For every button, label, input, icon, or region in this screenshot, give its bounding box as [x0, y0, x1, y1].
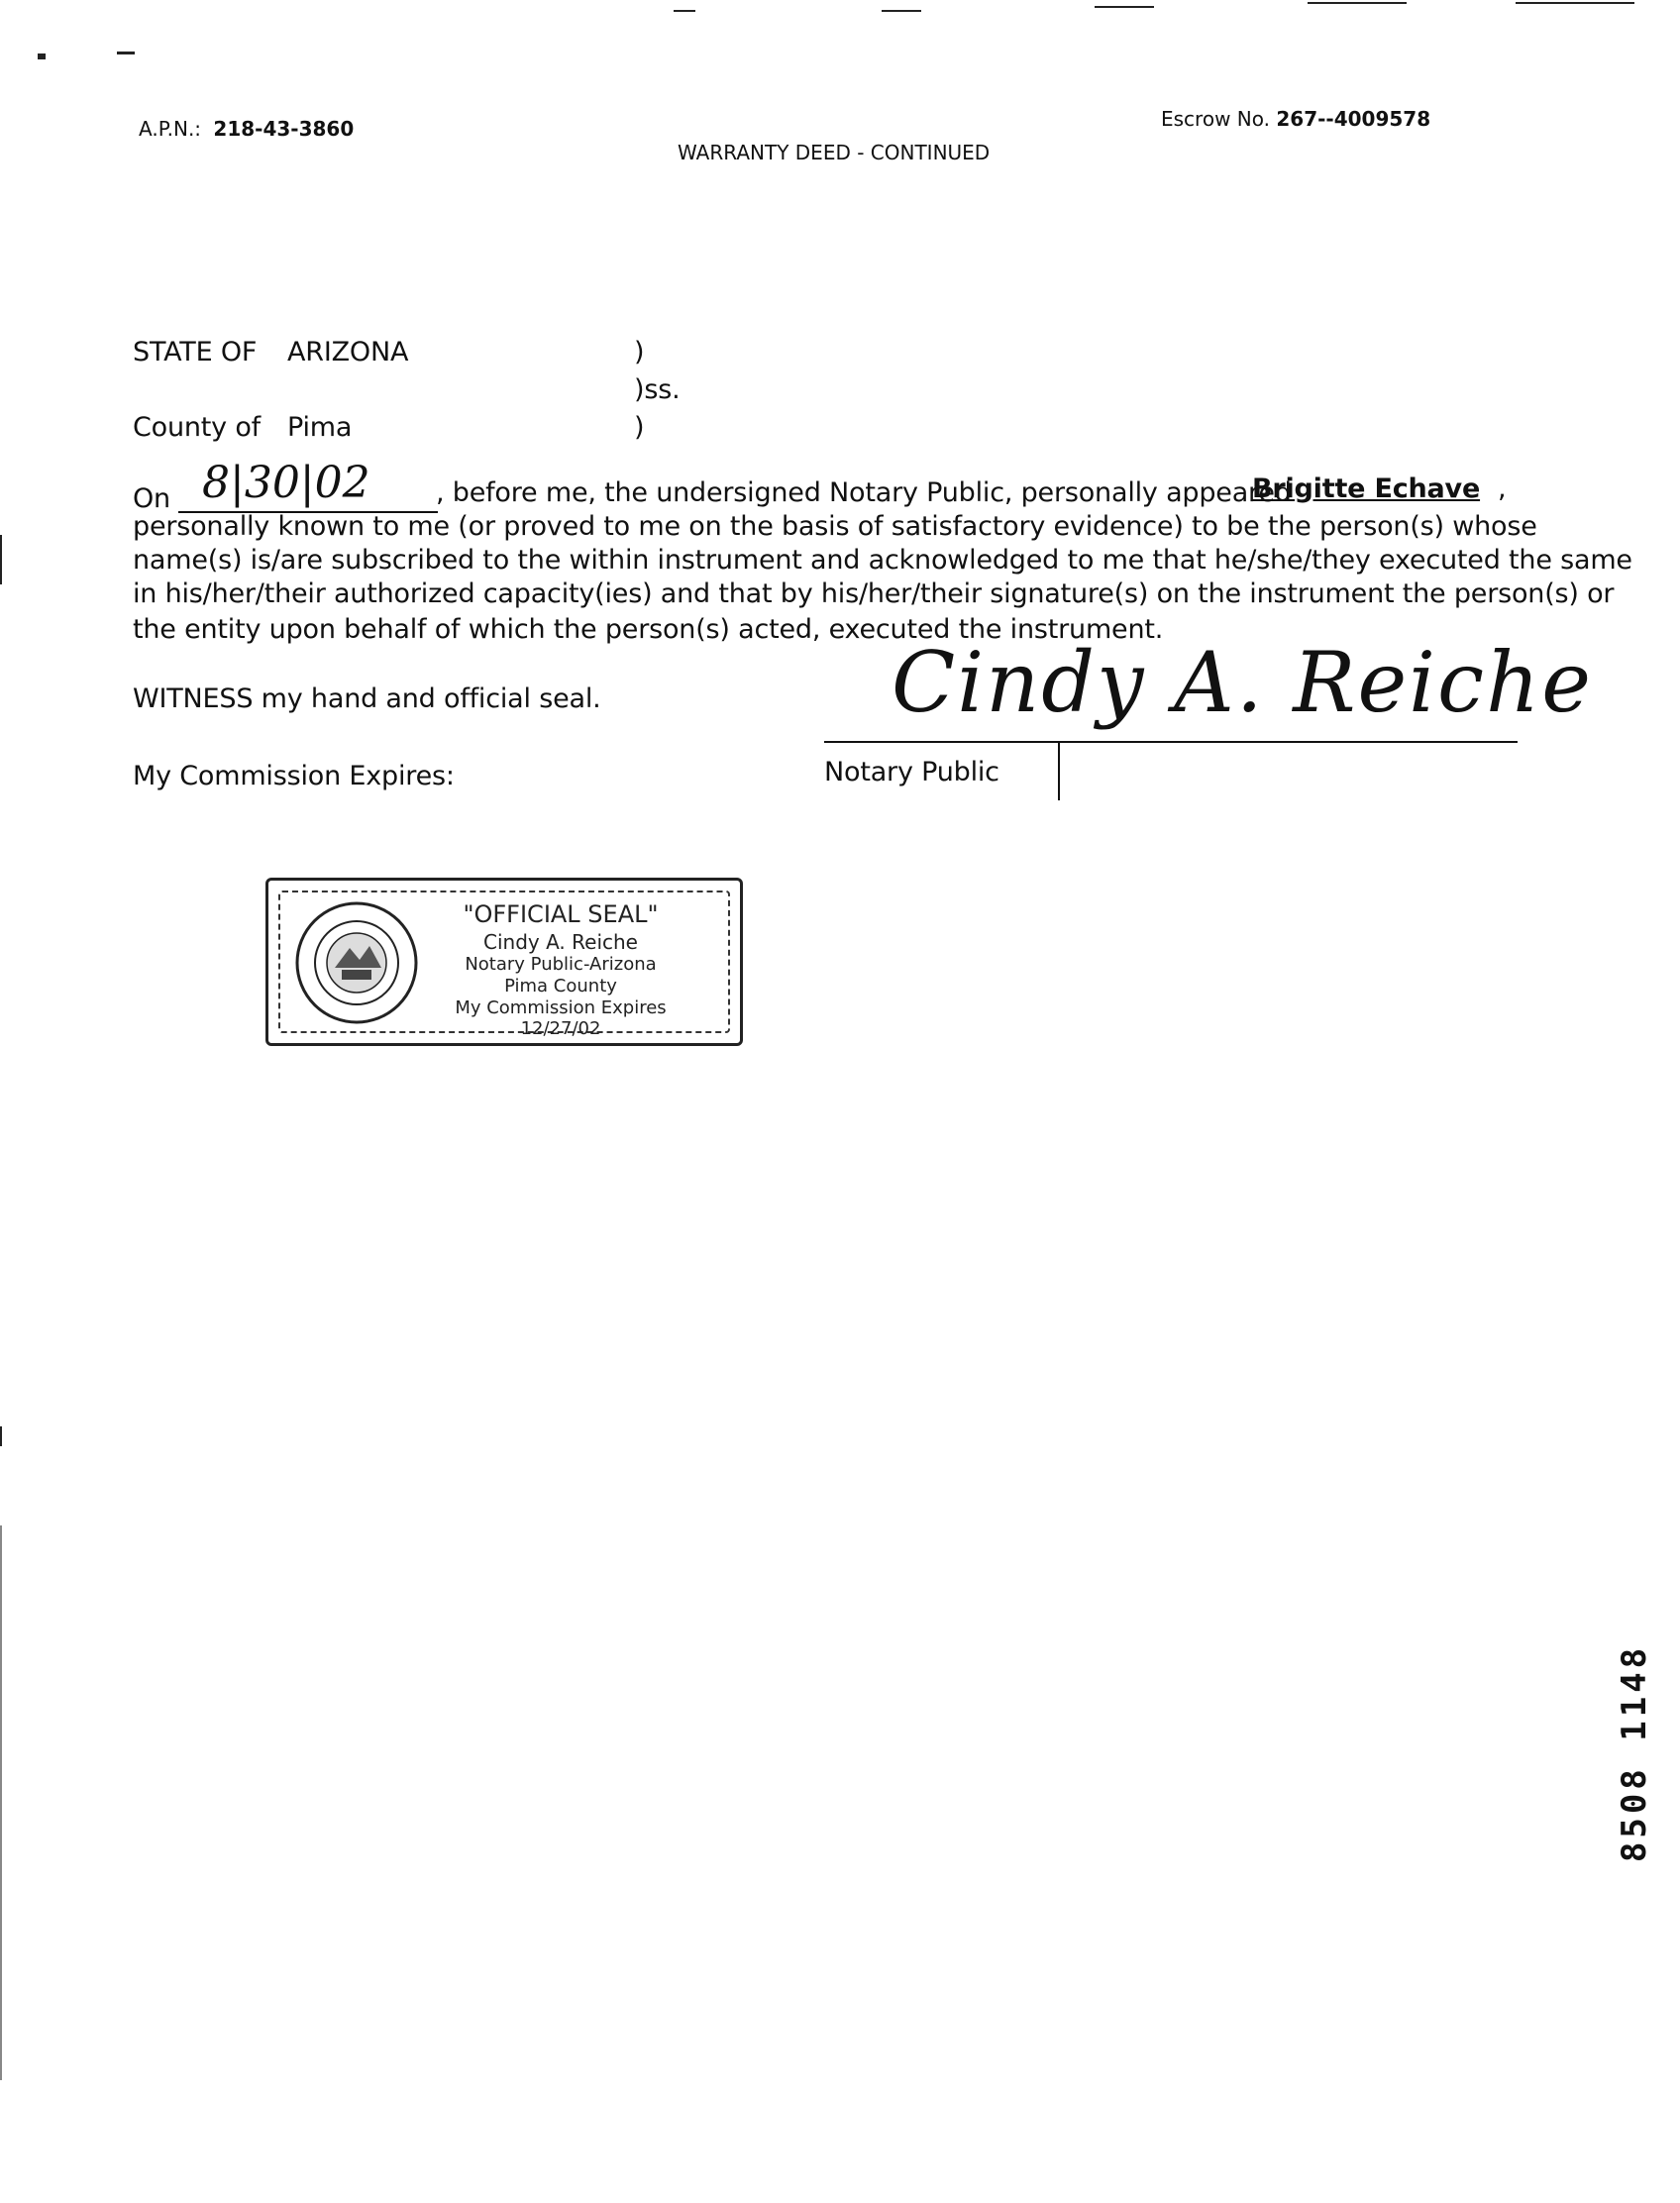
on-label: On [133, 483, 170, 514]
handwritten-date: 8|30|02 [202, 458, 370, 508]
seal-title: "OFFICIAL SEAL" [463, 900, 659, 928]
recording-number: 8508 1148 [1615, 1643, 1654, 1863]
scan-mark [117, 52, 135, 54]
scan-mark [1308, 2, 1407, 4]
scan-mark [0, 535, 2, 584]
state-seal-emblem [290, 896, 423, 1029]
official-seal-stamp [265, 878, 743, 1046]
venue-ss: )ss. [634, 374, 681, 405]
seal-county: Pima County [504, 976, 617, 997]
escrow-label: Escrow No. [1161, 107, 1270, 131]
appeared-name: Brigitte Echave [1252, 473, 1481, 504]
ack-line1-end: , [1498, 473, 1507, 504]
county-value: Pima [287, 412, 353, 443]
seal-expires: My Commission Expires 12/27/02 [455, 997, 667, 1039]
scan-mark [0, 1525, 2, 2080]
witness-line: WITNESS my hand and official seal. [133, 683, 601, 714]
apn-label: A.P.N.: [139, 117, 202, 141]
escrow-value: 267--4009578 [1276, 107, 1431, 131]
escrow-line [1161, 107, 1430, 131]
state-value: ARIZONA [287, 337, 409, 367]
ack-line2: personally known to me (or proved to me on the basis of satisfactory evidence) to be the person(s) whose [133, 511, 1537, 542]
scan-mark [0, 1426, 2, 1446]
ack-line3: name(s) is/are subscribed to the within instrument and acknowledged to me that he/she/they executed the same [133, 545, 1632, 576]
county-label: County of [133, 412, 261, 443]
signature-line [824, 741, 1518, 743]
scan-mark [1095, 6, 1154, 8]
document-title: WARRANTY DEED - CONTINUED [678, 141, 991, 164]
state-label: STATE OF [133, 337, 258, 367]
ack-line1: , before me, the undersigned Notary Public, personally appeared [436, 477, 1292, 508]
notary-signature: Cindy A. Reiche [892, 634, 1593, 731]
ack-line5: the entity upon behalf of which the person(s) acted, executed the instrument. [133, 614, 1164, 645]
recording-number-stamp [1615, 1575, 1654, 1932]
venue-paren-top: ) [634, 337, 645, 367]
seal-role: Notary Public-Arizona [465, 954, 657, 975]
ack-line4: in his/her/their authorized capacity(ies) and that by his/her/their signature(s) on the instrument the person(s) or [133, 578, 1615, 609]
venue-paren-bottom: ) [634, 412, 645, 443]
scan-mark [1516, 2, 1634, 4]
apn-line [139, 117, 354, 141]
scan-mark [674, 10, 695, 12]
signature-stroke [1058, 741, 1060, 800]
scan-mark [38, 53, 46, 59]
apn-value: 218-43-3860 [213, 117, 355, 141]
commission-expires-label: My Commission Expires: [133, 761, 455, 791]
scan-mark [882, 10, 921, 12]
notary-public-label: Notary Public [824, 757, 999, 787]
seal-name: Cindy A. Reiche [483, 930, 638, 954]
